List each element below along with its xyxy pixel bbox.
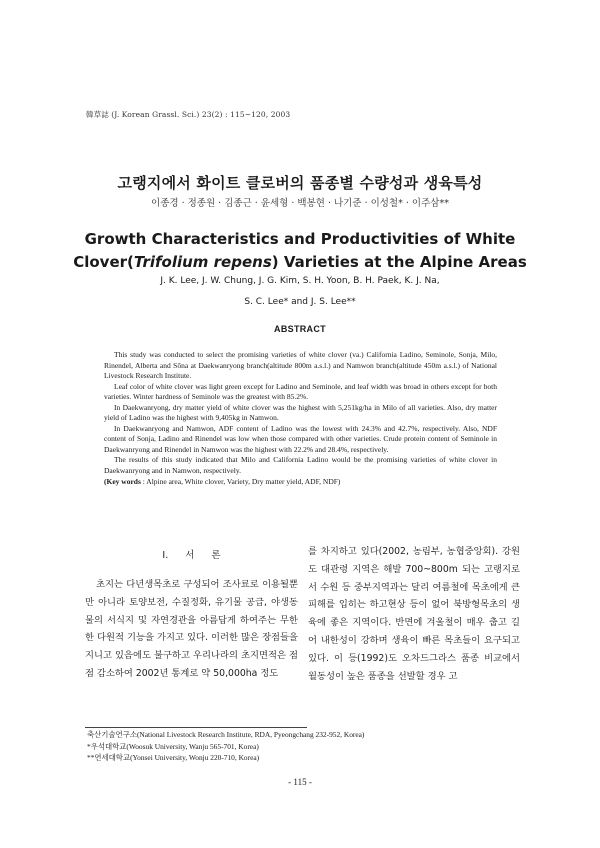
- english-authors-line1: J. K. Lee, J. W. Chung, J. G. Kim, S. H. Yoon, B. H. Paek, K. J. Na,: [160, 276, 440, 286]
- abstract-paragraph: This study was conducted to select the promising varieties of white clover (va.) California Ladino, Seminole, Sonja, Milo, Rinendel, Alberta and Sōna at Daekwanryong branch(altitude 800m a.s.l.) and Namwon branch(altitude 450m a.s.l.) of National Livestock Research Institute.: [104, 350, 497, 381]
- english-title-line2-post: ) Varieties at the Alpine Areas: [271, 253, 527, 271]
- keywords-label: (Key words: [104, 476, 141, 486]
- abstract-paragraph: In Daekwanryong and Namwon, ADF content of Ladino was the lowest with 24.3% and 42.7%, respectively. Also, NDF content of Sonja, Ladino and Rinendel was low when those compared with other varieties. Crude protein content of Seminole in Daekwanryong and Rinendel in Namwon was the highest with 22.2% and 28.4%, respectively.: [104, 423, 497, 454]
- abstract-heading: ABSTRACT: [274, 324, 326, 334]
- english-title-line2-pre: Clover(: [73, 253, 134, 271]
- english-title-line1: Growth Characteristics and Productivities of White: [84, 230, 516, 248]
- section-heading-introduction: Ⅰ. 서 론: [162, 550, 221, 561]
- abstract-paragraph: Leaf color of white clover was light green except for Ladino and Seminole, and leaf width was broad in others except for both varieties. Winter hardness of Seminole was the greatest with 85.2%.: [104, 381, 497, 402]
- abstract-paragraph: The results of this study indicated that Milo and California Ladino would be the promising varieties of white clover in Daekwanryong and in Namwon, respectively.: [104, 455, 497, 476]
- abstract-paragraph: In Daekwanryong, dry matter yield of white clover was the highest with 5,251kg/ha in Milo of all varieties. Also, dry matter yield of Ladino was the highest with 9,405kg in Namwon.: [104, 402, 497, 423]
- english-authors: [0, 271, 600, 313]
- abstract-body: [104, 350, 497, 487]
- footnotes: [87, 729, 364, 764]
- footnote-affiliation: 축산기술연구소(National Livestock Research Institute, RDA, Pyeongchang 232-952, Korea): [87, 730, 365, 739]
- journal-reference: 韓草誌 (J. Korean Grassl. Sci.) 23(2) : 115~120, 2003: [86, 110, 291, 119]
- keywords-text: : Alpine area, White clover, Variety, Dry matter yield, ADF, NDF): [140, 476, 341, 486]
- korean-authors: 이종경 · 정종원 · 김종근 · 윤세형 · 백봉현 · 나기준 · 이성철* · 이주삼**: [151, 198, 449, 209]
- english-authors-line2: S. C. Lee* and J. S. Lee**: [244, 297, 356, 307]
- english-title: [0, 228, 600, 274]
- scientific-name: Trifolium repens: [133, 253, 272, 271]
- page-number: - 115 -: [288, 777, 312, 787]
- footnote-affiliation: **연세대학교(Yonsei University, Wonju 220-710, Korea): [87, 753, 260, 762]
- footnote-affiliation: *우석대학교(Woosuk University, Wanju 565-701, Korea): [87, 741, 259, 751]
- footnote-divider: [85, 727, 307, 728]
- body-paragraph: 를 차지하고 있다(2002, 농림부, 농협중앙회). 강원도 대관령 지역은 해발 700~800m 되는 고랭지로서 수원 등 중부지역과는 달리 여름철에 목초에게 큰 피해를 입히는 하고현상 등이 없어 북방형목초의 생육에 좋은 지역이다. 반면에 겨울철이 매우 춥고 길어 내한성이 강하며 생육이 빠른 목초들이 요구되고 있다. 이 등(1992)도 오차드그라스 품종 비교에서 월동성이 높은 품종을 선발할 경우 고: [308, 546, 520, 682]
- body-column-right: [308, 543, 520, 685]
- body-column-left: [85, 576, 298, 683]
- body-paragraph: 초지는 다년생목초로 구성되어 조사료로 이용될뿐만 아니라 토양보전, 수질정화, 유기물 공급, 야생동물의 서식지 및 자연경관을 아름답게 하여주는 무한한 다원적 기능을 가지고 있다. 이러한 많은 장점들을 지니고 있음에도 불구하고 우리나라의 초지면적은 점점 감소하여 2002년 통계로 약 50,000ha 정도: [85, 579, 298, 679]
- keywords: [104, 477, 497, 488]
- korean-title: 고랭지에서 화이트 클로버의 품종별 수량성과 생육특성: [117, 174, 483, 192]
